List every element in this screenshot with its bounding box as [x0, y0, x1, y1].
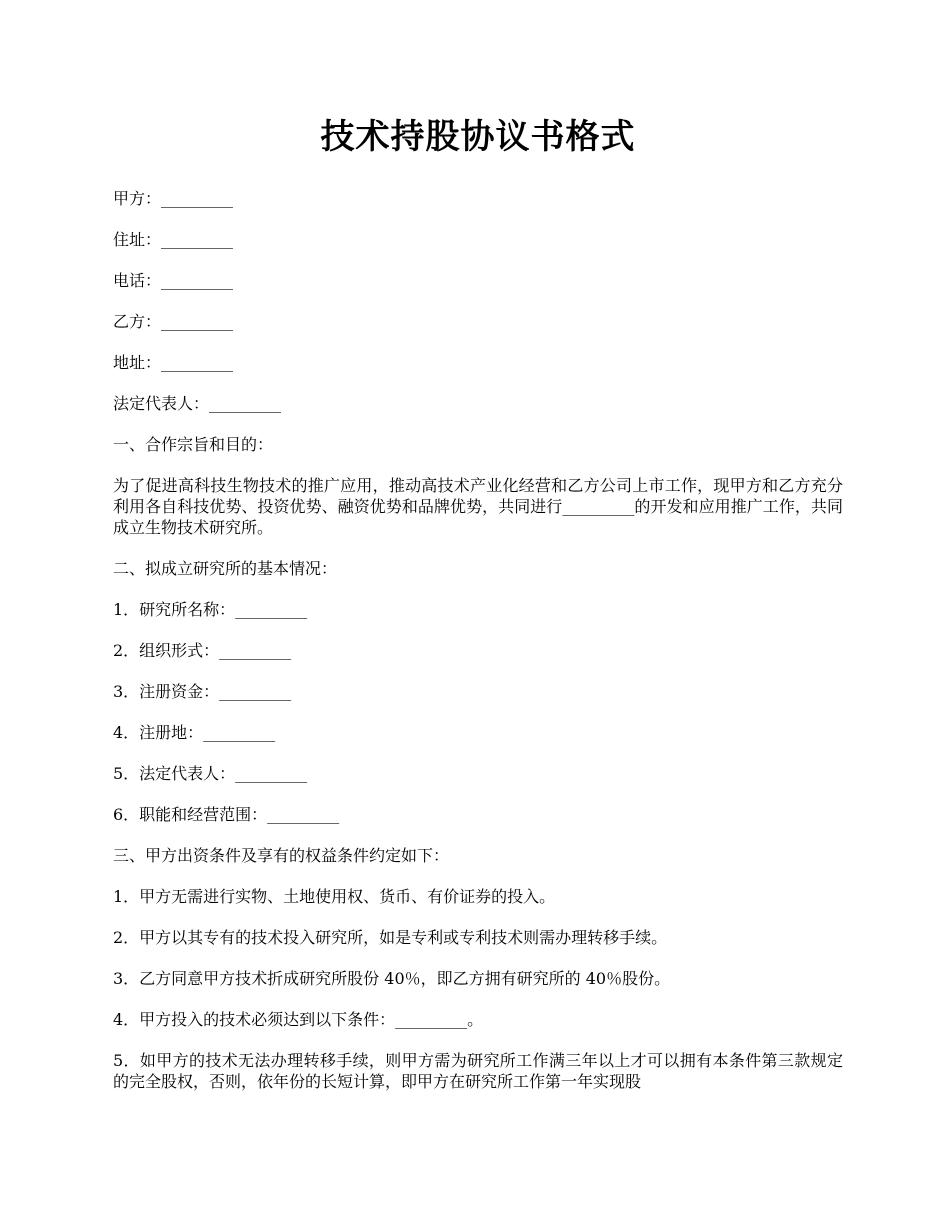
- document-page: [113, 112, 843, 1112]
- section2-item: 5．法定代表人：_________: [113, 764, 308, 783]
- section3-item: 5．如甲方的技术无法办理转移手续，则甲方需为研究所工作满三年以上才可以拥有本条件第三款规定的完全股权，否则，依年份的长短计算，即甲方在研究所工作第一年实现股: [113, 1051, 843, 1091]
- legal-rep-field: 法定代表人：_________: [113, 394, 282, 413]
- section2-item: 4．注册地：_________: [113, 723, 276, 742]
- section3-item: 3．乙方同意甲方技术折成研究所股份 40％，即乙方拥有研究所的 40％股份。: [113, 969, 671, 988]
- section3-heading: 三、甲方出资条件及享有的权益条件约定如下：: [113, 846, 450, 865]
- section2-item: 3．注册资金：_________: [113, 682, 292, 701]
- section1-body: 为了促进高科技生物技术的推广应用，推动高技术产业化经营和乙方公司上市工作，现甲方和乙方充分利用各自科技优势、投资优势、融资优势和品牌优势，共同进行_________的开发和应用推广工作，共同成立生物技术研究所。: [113, 476, 843, 537]
- section3-item: 2．甲方以其专有的技术投入研究所，如是专利或专利技术则需办理转移手续。: [113, 928, 668, 947]
- party-a-field: 甲方：_________: [113, 189, 234, 208]
- section2-item: 1．研究所名称：_________: [113, 600, 308, 619]
- address-a-field: 住址：_________: [113, 230, 234, 249]
- phone-field: 电话：_________: [113, 271, 234, 290]
- section2-item: 2．组织形式：_________: [113, 641, 292, 660]
- document-title: 技术持股协议书格式: [320, 117, 636, 157]
- section2-heading: 二、拟成立研究所的基本情况：: [113, 559, 338, 578]
- party-b-field: 乙方：_________: [113, 312, 234, 331]
- section3-item: 4．甲方投入的技术必须达到以下条件：_________。: [113, 1010, 484, 1029]
- section3-item: 1．甲方无需进行实物、土地使用权、货币、有价证券的投入。: [113, 887, 556, 906]
- section2-item: 6．职能和经营范围：_________: [113, 805, 340, 824]
- address-b-field: 地址：_________: [113, 353, 234, 372]
- section1-heading: 一、合作宗旨和目的：: [113, 435, 274, 454]
